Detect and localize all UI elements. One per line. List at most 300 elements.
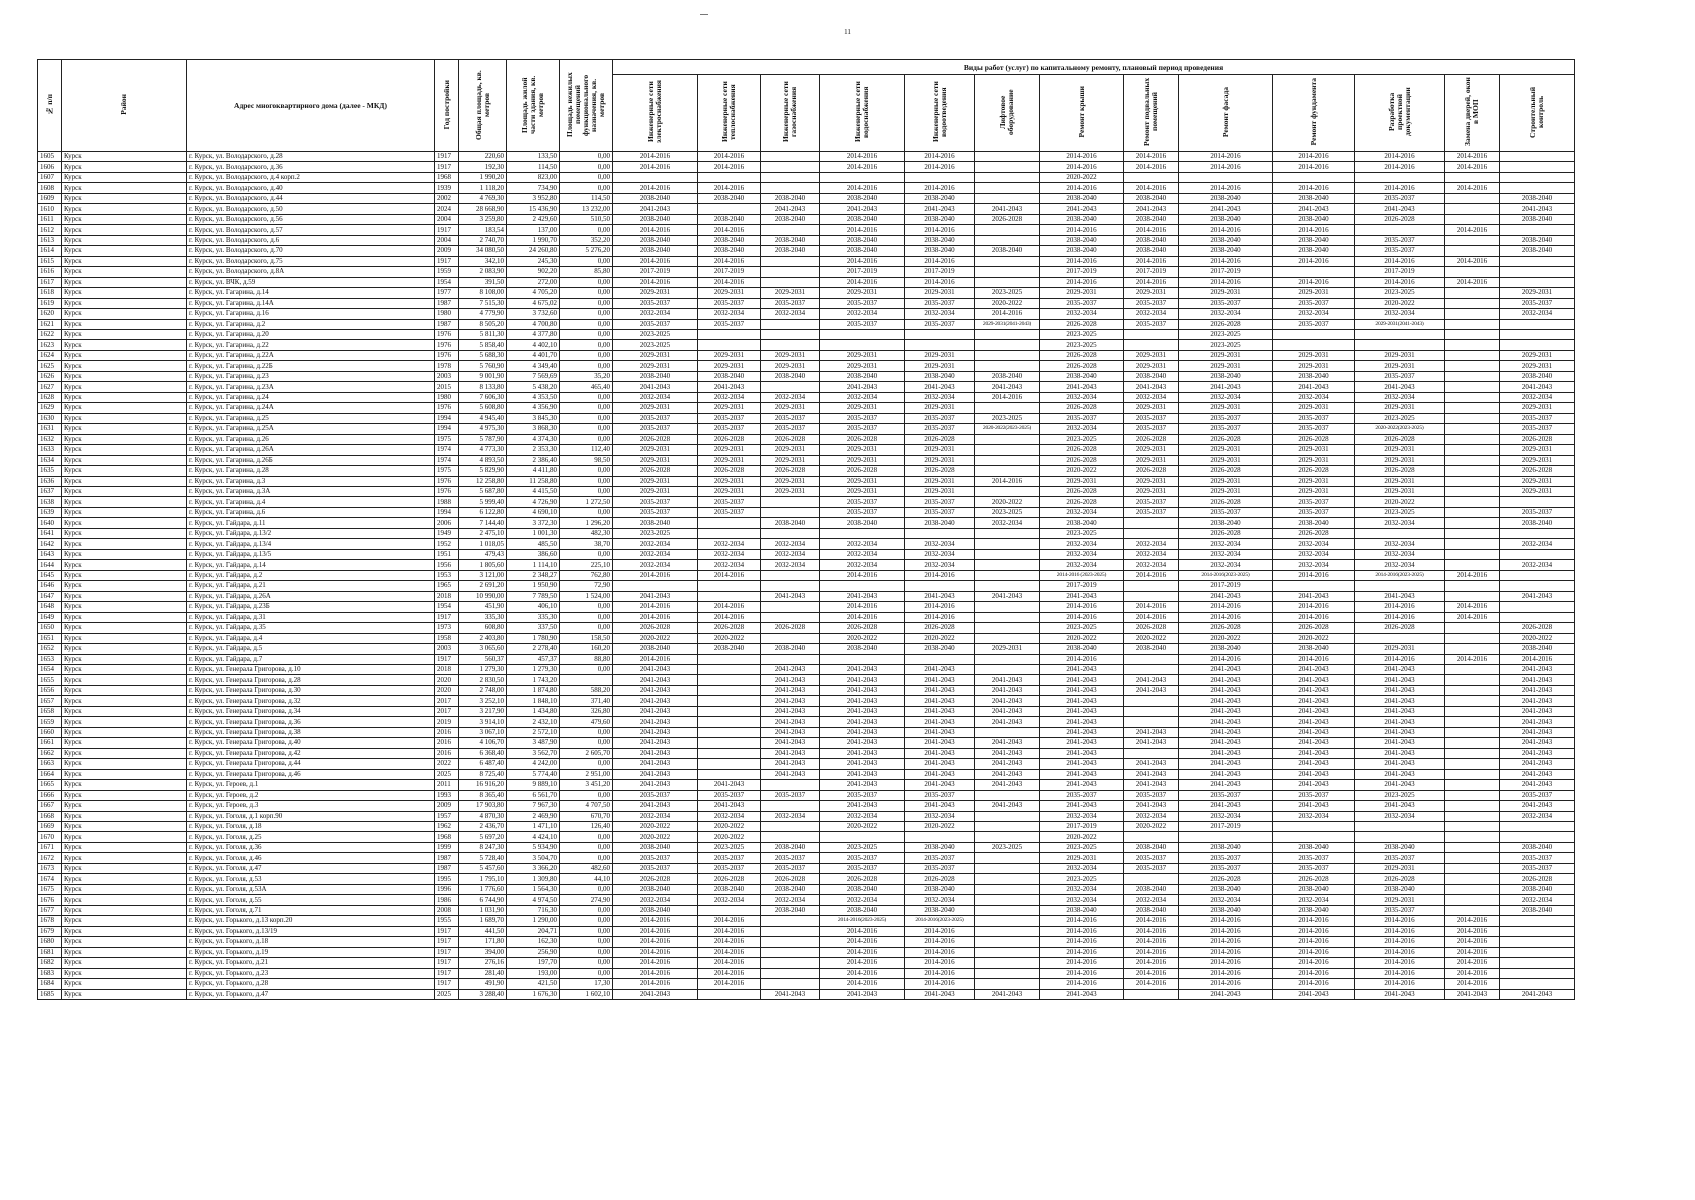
- table-cell: 1917: [435, 979, 459, 989]
- table-cell: [698, 591, 761, 601]
- table-cell: 2041-2043: [905, 591, 975, 601]
- table-cell: 2041-2043: [761, 717, 820, 727]
- table-cell: г. Курск, ул. Гайдара, д.35: [187, 623, 435, 633]
- table-cell: 1607: [38, 172, 62, 182]
- table-cell: г. Курск, ул. Генерала Григорова, д.40: [187, 738, 435, 748]
- table-cell: 2029-2031: [1273, 445, 1355, 455]
- table-cell: 2032-2034: [761, 539, 820, 549]
- table-cell: [975, 905, 1040, 915]
- table-cell: 2029-2031: [698, 445, 761, 455]
- table-cell: 2029-2031: [1124, 455, 1179, 465]
- table-cell: 2041-2043: [1040, 989, 1124, 999]
- table-cell: Курск: [62, 256, 187, 266]
- table-cell: 2041-2043: [613, 780, 698, 790]
- table-cell: 4 353,50: [507, 392, 560, 402]
- table-cell: 2041-2043: [1355, 989, 1445, 999]
- table-cell: 2035-2037: [698, 863, 761, 873]
- table-cell: 2029-2031: [613, 476, 698, 486]
- table-cell: 1976: [435, 340, 459, 350]
- table-cell: 1 118,20: [459, 183, 507, 193]
- table-cell: 2035-2037: [1179, 863, 1273, 873]
- table-cell: 2032-2034: [1179, 549, 1273, 559]
- table-cell: 1976: [435, 350, 459, 360]
- table-cell: 2035-2037: [1355, 371, 1445, 381]
- table-cell: 98,50: [560, 455, 613, 465]
- table-row: [38, 675, 1575, 685]
- table-cell: 2038-2040: [820, 246, 905, 256]
- table-cell: г. Курск, ул. Гайдара, д.26А: [187, 591, 435, 601]
- table-cell: Курск: [62, 989, 187, 999]
- table-cell: 2041-2043: [698, 382, 761, 392]
- table-cell: 5 829,90: [459, 466, 507, 476]
- table-cell: 2035-2037: [1273, 863, 1355, 873]
- table-cell: 1619: [38, 298, 62, 308]
- table-cell: 1965: [435, 581, 459, 591]
- table-cell: Курск: [62, 413, 187, 423]
- table-cell: 15 436,90: [507, 204, 560, 214]
- table-row: [38, 738, 1575, 748]
- table-cell: 2035-2037: [1273, 853, 1355, 863]
- table-cell: 2041-2043: [1124, 675, 1179, 685]
- table-cell: г. Курск, ул. Гагарина, д.26Б: [187, 455, 435, 465]
- table-cell: 0,00: [560, 298, 613, 308]
- table-cell: 2 475,10: [459, 528, 507, 538]
- capital-repair-table: [37, 59, 1575, 1000]
- table-cell: 2026-2028: [698, 623, 761, 633]
- table-cell: 2029-2031: [1355, 403, 1445, 413]
- table-cell: [761, 581, 820, 591]
- table-cell: 2014-2016: [1355, 654, 1445, 664]
- table-cell: 2041-2043: [1040, 780, 1124, 790]
- table-cell: 0,00: [560, 937, 613, 947]
- table-cell: 274,90: [560, 895, 613, 905]
- table-cell: 2029-2031: [1355, 895, 1445, 905]
- table-cell: [1445, 560, 1500, 570]
- table-cell: 2041-2043: [1273, 685, 1355, 695]
- table-cell: 1 296,20: [560, 518, 613, 528]
- table-cell: [1445, 507, 1500, 517]
- table-cell: 2041-2043: [1500, 989, 1575, 999]
- table-cell: 88,80: [560, 654, 613, 664]
- table-cell: 2035-2037: [698, 319, 761, 329]
- table-cell: 1977: [435, 288, 459, 298]
- table-cell: 2035-2037: [613, 863, 698, 873]
- table-cell: 2041-2043: [698, 780, 761, 790]
- table-cell: 2041-2043: [1179, 664, 1273, 674]
- table-cell: [761, 947, 820, 957]
- table-cell: 0,00: [560, 549, 613, 559]
- table-cell: 2038-2040: [761, 644, 820, 654]
- table-cell: [1500, 602, 1575, 612]
- table-cell: 2014-2016: [1179, 654, 1273, 664]
- table-cell: 2038-2040: [613, 842, 698, 852]
- table-cell: [761, 497, 820, 507]
- table-cell: 0,00: [560, 842, 613, 852]
- table-cell: 0,00: [560, 968, 613, 978]
- table-cell: 0,00: [560, 602, 613, 612]
- table-cell: 2026-2028: [698, 874, 761, 884]
- table-cell: 6 368,40: [459, 748, 507, 758]
- table-cell: 2025: [435, 769, 459, 779]
- table-cell: 2014-2016: [613, 968, 698, 978]
- table-cell: 2041-2043: [1179, 769, 1273, 779]
- table-cell: 1624: [38, 350, 62, 360]
- table-cell: 2041-2043: [1040, 591, 1124, 601]
- table-cell: [1445, 445, 1500, 455]
- table-cell: 1939: [435, 183, 459, 193]
- table-cell: [1500, 958, 1575, 968]
- table-cell: 2038-2040: [761, 235, 820, 245]
- table-cell: 2029-2031: [1273, 403, 1355, 413]
- table-cell: 1 564,30: [507, 884, 560, 894]
- table-cell: 1649: [38, 612, 62, 622]
- table-cell: [698, 581, 761, 591]
- table-cell: 2041-2043: [1500, 664, 1575, 674]
- table-cell: 2035-2037: [1273, 319, 1355, 329]
- table-cell: [698, 675, 761, 685]
- table-cell: 2032-2034: [761, 549, 820, 559]
- table-cell: Курск: [62, 466, 187, 476]
- table-cell: Курск: [62, 874, 187, 884]
- table-cell: 2020-2022: [1355, 298, 1445, 308]
- table-cell: 2041-2043: [1040, 717, 1124, 727]
- table-cell: 2041-2043: [975, 801, 1040, 811]
- table-cell: [905, 329, 975, 339]
- table-cell: 2032-2034: [1124, 895, 1179, 905]
- table-cell: 2035-2037: [1500, 413, 1575, 423]
- table-cell: 2035-2037: [1179, 790, 1273, 800]
- table-cell: 2035-2037: [820, 853, 905, 863]
- table-cell: 4 374,30: [507, 434, 560, 444]
- table-cell: 2041-2043: [1500, 382, 1575, 392]
- table-cell: Курск: [62, 884, 187, 894]
- table-cell: [975, 225, 1040, 235]
- table-cell: [1445, 424, 1500, 434]
- table-cell: [1124, 832, 1179, 842]
- table-cell: 0,00: [560, 487, 613, 497]
- table-cell: [761, 225, 820, 235]
- table-cell: [1124, 581, 1179, 591]
- table-cell: 2041-2043: [761, 727, 820, 737]
- table-cell: [761, 968, 820, 978]
- table-cell: 2014-2016: [1179, 612, 1273, 622]
- table-row: [38, 361, 1575, 371]
- table-cell: 2014-2016: [1179, 937, 1273, 947]
- table-cell: 2026-2028: [1179, 623, 1273, 633]
- table-cell: 2038-2040: [1273, 905, 1355, 915]
- table-cell: 1 290,00: [507, 916, 560, 926]
- table-cell: 2020: [435, 675, 459, 685]
- table-cell: 2017-2019: [905, 267, 975, 277]
- table-cell: 2041-2043: [1355, 675, 1445, 685]
- table-cell: 1676: [38, 895, 62, 905]
- table-cell: Курск: [62, 811, 187, 821]
- table-cell: [1445, 717, 1500, 727]
- table-cell: 2029-2031: [761, 361, 820, 371]
- table-cell: 1917: [435, 162, 459, 172]
- table-cell: 2035-2037: [698, 853, 761, 863]
- table-cell: г. Курск, ул. Володарского, д.40: [187, 183, 435, 193]
- table-cell: 560,37: [459, 654, 507, 664]
- table-cell: 2038-2040: [761, 842, 820, 852]
- table-cell: 2014-2016: [1355, 947, 1445, 957]
- table-cell: 2035-2037: [613, 298, 698, 308]
- table-cell: 162,30: [507, 937, 560, 947]
- table-cell: 2032-2034: [1500, 539, 1575, 549]
- table-cell: 2038-2040: [905, 193, 975, 203]
- table-cell: 1 689,70: [459, 916, 507, 926]
- table-cell: 2014-2016: [1179, 947, 1273, 957]
- table-cell: 2038-2040: [1500, 884, 1575, 894]
- table-cell: 2041-2043: [1273, 780, 1355, 790]
- table-cell: г. Курск, ул. Володарского, д.36: [187, 162, 435, 172]
- table-cell: 2026-2028: [1179, 528, 1273, 538]
- table-cell: 2041-2043: [1273, 204, 1355, 214]
- table-cell: 2029-2031: [820, 350, 905, 360]
- table-cell: 1656: [38, 685, 62, 695]
- table-cell: 2014-2016: [1355, 602, 1445, 612]
- table-cell: 2032-2034: [613, 811, 698, 821]
- table-cell: 4 356,90: [507, 403, 560, 413]
- table-cell: [1445, 497, 1500, 507]
- table-cell: 1 031,90: [459, 905, 507, 915]
- table-cell: 2014-2016: [613, 162, 698, 172]
- table-cell: 28 668,90: [459, 204, 507, 214]
- table-cell: 2032-2034: [820, 560, 905, 570]
- table-cell: 2029-2031: [698, 350, 761, 360]
- table-cell: 2038-2040: [1273, 235, 1355, 245]
- table-cell: 2032-2034: [1179, 895, 1273, 905]
- table-cell: [698, 748, 761, 758]
- table-cell: 1610: [38, 204, 62, 214]
- table-cell: 326,80: [560, 706, 613, 716]
- table-cell: 2014-2016(2023-2025): [905, 916, 975, 926]
- table-cell: Курск: [62, 842, 187, 852]
- table-cell: 2023-2025: [1040, 434, 1124, 444]
- table-cell: [1273, 340, 1355, 350]
- table-row: [38, 277, 1575, 287]
- table-cell: Курск: [62, 905, 187, 915]
- col-header-total-area: Общая площадь, кв. метров: [459, 60, 507, 152]
- table-cell: 2014-2016: [820, 602, 905, 612]
- table-cell: 2014-2016: [1445, 162, 1500, 172]
- table-cell: 2026-2028: [820, 874, 905, 884]
- table-cell: [1500, 528, 1575, 538]
- table-cell: 2032-2034: [613, 539, 698, 549]
- table-cell: 2038-2040: [613, 884, 698, 894]
- table-cell: [761, 979, 820, 989]
- table-row: [38, 455, 1575, 465]
- table-cell: 4 779,90: [459, 309, 507, 319]
- table-cell: 2014-2016: [1179, 916, 1273, 926]
- table-cell: 1976: [435, 487, 459, 497]
- table-cell: 2032-2034: [1124, 309, 1179, 319]
- table-cell: 2014-2016: [1124, 926, 1179, 936]
- table-cell: 1 434,80: [507, 706, 560, 716]
- table-cell: 2041-2043: [1040, 382, 1124, 392]
- table-cell: 2026-2028: [1124, 434, 1179, 444]
- table-cell: 2038-2040: [1179, 884, 1273, 894]
- table-row: [38, 790, 1575, 800]
- table-cell: 2017-2019: [1040, 822, 1124, 832]
- table-cell: 2014-2016: [820, 968, 905, 978]
- table-cell: 2026-2028: [1500, 623, 1575, 633]
- table-cell: 2014-2016: [820, 570, 905, 580]
- table-cell: 2026-2028: [1040, 361, 1124, 371]
- table-cell: [975, 340, 1040, 350]
- table-cell: 2014-2016: [1273, 277, 1355, 287]
- table-cell: 2041-2043: [1040, 685, 1124, 695]
- table-row: [38, 204, 1575, 214]
- table-cell: 193,00: [507, 968, 560, 978]
- table-cell: [975, 152, 1040, 162]
- table-cell: 1633: [38, 445, 62, 455]
- table-cell: 0,00: [560, 947, 613, 957]
- table-cell: [1445, 413, 1500, 423]
- table-cell: 1955: [435, 916, 459, 926]
- table-cell: 2023-2025: [613, 329, 698, 339]
- table-cell: [975, 979, 1040, 989]
- table-cell: Курск: [62, 371, 187, 381]
- table-cell: 2014-2016: [820, 183, 905, 193]
- table-cell: Курск: [62, 298, 187, 308]
- table-cell: 2038-2040: [1500, 842, 1575, 852]
- table-cell: 0,00: [560, 905, 613, 915]
- table-cell: 1606: [38, 162, 62, 172]
- table-cell: г. Курск, ул. Генерала Григорова, д.44: [187, 759, 435, 769]
- table-cell: 1668: [38, 811, 62, 821]
- table-cell: г. Курск, ул. Гоголя, д.18: [187, 822, 435, 832]
- table-cell: 0,00: [560, 664, 613, 674]
- table-cell: г. Курск, ул. Генерала Григорова, д.32: [187, 696, 435, 706]
- table-cell: 4 106,70: [459, 738, 507, 748]
- table-cell: [975, 560, 1040, 570]
- table-cell: 0,00: [560, 926, 613, 936]
- table-row: [38, 288, 1575, 298]
- table-cell: 2026-2028: [1040, 455, 1124, 465]
- table-cell: 1631: [38, 424, 62, 434]
- table-cell: 2029-2031: [1355, 487, 1445, 497]
- table-cell: г. Курск, ул. Гагарина, д.23: [187, 371, 435, 381]
- table-cell: 0,00: [560, 152, 613, 162]
- table-cell: 2041-2043: [1124, 727, 1179, 737]
- table-cell: 2026-2028: [1179, 319, 1273, 329]
- table-cell: 2041-2043: [820, 664, 905, 674]
- table-cell: [698, 738, 761, 748]
- table-cell: г. Курск, ул. Горького, д.47: [187, 989, 435, 999]
- table-row: [38, 916, 1575, 926]
- table-cell: [560, 675, 613, 685]
- table-cell: 2029-2031: [698, 288, 761, 298]
- table-cell: 1999: [435, 842, 459, 852]
- table-cell: [975, 256, 1040, 266]
- table-cell: [698, 528, 761, 538]
- table-cell: 3 252,10: [459, 696, 507, 706]
- table-cell: 2009: [435, 801, 459, 811]
- table-row: [38, 612, 1575, 622]
- table-cell: 485,50: [507, 539, 560, 549]
- table-cell: 2026-2028: [1355, 874, 1445, 884]
- table-cell: 2035-2037: [1500, 790, 1575, 800]
- table-cell: 2041-2043: [1273, 759, 1355, 769]
- table-cell: 1621: [38, 319, 62, 329]
- table-cell: 2014-2016: [1179, 256, 1273, 266]
- table-cell: Курск: [62, 214, 187, 224]
- table-cell: Курск: [62, 602, 187, 612]
- table-cell: 2029-2031: [820, 455, 905, 465]
- table-cell: [975, 664, 1040, 674]
- table-cell: 6 487,40: [459, 759, 507, 769]
- table-cell: 2029-2031: [1179, 350, 1273, 360]
- table-cell: 2026-2028: [1500, 874, 1575, 884]
- table-cell: 1917: [435, 958, 459, 968]
- table-cell: 2014-2016: [698, 947, 761, 957]
- table-cell: 2041-2043: [820, 706, 905, 716]
- table-cell: 2014-2016(2023-2025): [1355, 570, 1445, 580]
- table-cell: 2014-2016: [698, 277, 761, 287]
- table-cell: 1683: [38, 968, 62, 978]
- table-cell: г. Курск, ул. Гагарина, д.24А: [187, 403, 435, 413]
- table-cell: 2041-2043: [905, 204, 975, 214]
- table-cell: 1646: [38, 581, 62, 591]
- table-cell: [1124, 717, 1179, 727]
- table-cell: 2023-2025: [1040, 528, 1124, 538]
- table-cell: 2020-2022(2023-2025): [1355, 424, 1445, 434]
- table-cell: 2032-2034: [1179, 392, 1273, 402]
- table-cell: 2014-2016: [613, 277, 698, 287]
- table-cell: 1660: [38, 727, 62, 737]
- table-cell: 1640: [38, 518, 62, 528]
- table-cell: 2038-2040: [1040, 193, 1124, 203]
- table-cell: 2041-2043: [613, 738, 698, 748]
- table-cell: 1609: [38, 193, 62, 203]
- table-cell: г. Курск, ул. Гагарина, д.25: [187, 413, 435, 423]
- table-cell: 2035-2037: [905, 863, 975, 873]
- table-cell: 2029-2031: [905, 350, 975, 360]
- table-cell: [905, 172, 975, 182]
- table-cell: 2014-2016: [820, 225, 905, 235]
- table-row: [38, 926, 1575, 936]
- table-cell: 2019: [435, 717, 459, 727]
- table-cell: 2041-2043: [1179, 727, 1273, 737]
- table-cell: 457,37: [507, 654, 560, 664]
- table-cell: 2035-2037: [1355, 193, 1445, 203]
- table-row: [38, 581, 1575, 591]
- table-cell: 2038-2040: [1273, 214, 1355, 224]
- table-cell: г. Курск, ул. Володарского, д.28: [187, 152, 435, 162]
- table-cell: [820, 340, 905, 350]
- page-number: 11: [844, 28, 851, 36]
- table-cell: [698, 518, 761, 528]
- table-cell: 2038-2040: [1124, 371, 1179, 381]
- table-cell: Курск: [62, 319, 187, 329]
- table-cell: 5 787,90: [459, 434, 507, 444]
- col-header-work: Инженерные сети водоснабжения: [820, 75, 905, 152]
- table-cell: 1995: [435, 874, 459, 884]
- table-cell: 2014-2016: [1179, 979, 1273, 989]
- table-cell: Курск: [62, 591, 187, 601]
- table-cell: 2029-2031: [1124, 361, 1179, 371]
- table-cell: 4 424,10: [507, 832, 560, 842]
- table-cell: [1273, 172, 1355, 182]
- table-cell: 2014-2016: [698, 256, 761, 266]
- table-cell: 2014-2016: [820, 256, 905, 266]
- table-cell: 2014-2016: [905, 937, 975, 947]
- table-row: [38, 319, 1575, 329]
- table-cell: 2038-2040: [905, 905, 975, 915]
- table-cell: 2038-2040: [698, 214, 761, 224]
- table-cell: 2029-2031: [1124, 288, 1179, 298]
